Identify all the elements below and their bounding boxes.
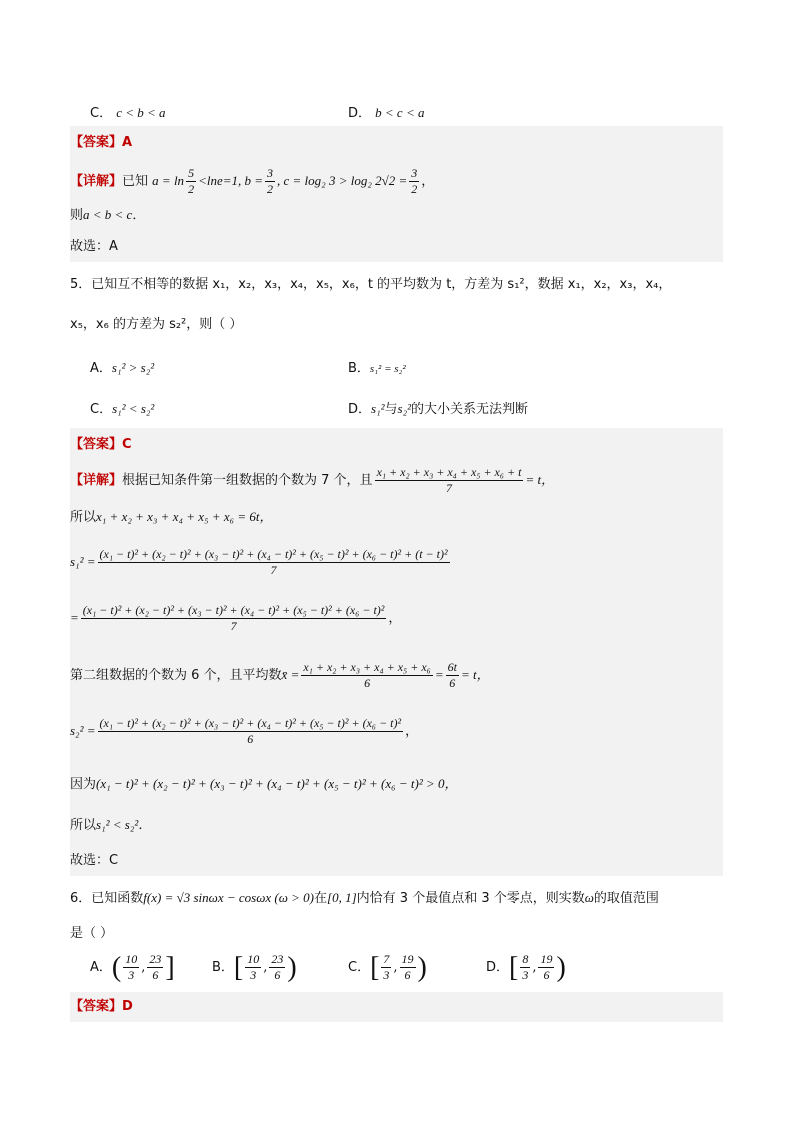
q4-detail-line	[70, 166, 434, 197]
q6-option-b-label: B．	[212, 960, 234, 975]
q6-stem-omega: ω	[584, 890, 594, 905]
q5-mean2-frac	[301, 660, 432, 691]
q5-detail-tag: 【详解】	[70, 473, 123, 488]
q6-b-n1: 10	[247, 952, 260, 966]
q6-c-d1: 3	[383, 968, 390, 982]
q5-option-d-tail: 的大小关系无法判断	[411, 402, 529, 417]
q6-a-d1: 3	[128, 968, 135, 982]
q5-so-lead: 所以	[70, 818, 97, 833]
q5-option-c-label: C．	[90, 402, 113, 417]
q5-option-b	[348, 357, 406, 376]
q6-d-d2: 6	[543, 968, 550, 982]
q5-mean1-frac	[375, 465, 524, 496]
q4-detail-line2	[70, 205, 145, 226]
q5-s1b-den: 7	[230, 619, 237, 633]
q4-expr-mid: <lne=1, b =	[198, 173, 264, 188]
q5-option-c-expr: s₁² < s₂²	[112, 401, 155, 416]
q5-because-lead: 因为	[70, 777, 97, 792]
q4-frac-b	[265, 166, 275, 197]
q4-answer-tag: 【答案】	[70, 135, 123, 150]
q5-option-a	[90, 357, 154, 376]
q6-a-n2: 23	[149, 952, 162, 966]
q6-stem-interval: [0, 1]	[327, 890, 357, 905]
q5-mean2-num: x₁ + x₂ + x₃ + x₄ + x₅ + x₆	[303, 660, 431, 674]
q6-option-a: A．( $\frac{10}{3}$ , $\frac{23}{6}$ ]	[90, 951, 175, 983]
q6-c-n2: 19	[401, 952, 414, 966]
q5-so-line	[70, 815, 151, 836]
q6-option-c-frac1	[381, 952, 391, 983]
q6-option-c-left: [	[370, 951, 380, 983]
q4-answer-value: A	[122, 135, 133, 150]
q6-d-n2: 19	[540, 952, 553, 966]
q5-s2-lhs: s₂² =	[70, 723, 96, 738]
q5-line2-lead: 所以	[70, 510, 97, 525]
q6-b-d1: 3	[250, 968, 257, 982]
q6-a-n1: 10	[125, 952, 138, 966]
q5-s2-num: (x₁ − t)² + (x₂ − t)² + (x₃ − t)² + (x₄ − t)² + (x₅ − t)² + (x₆ − t)²	[99, 716, 402, 730]
q5-s2-den: 6	[247, 732, 254, 746]
q4-frac-b-num: 3	[267, 166, 274, 180]
q4-frac-a-num: 5	[188, 166, 195, 180]
q5-s2-frac	[98, 716, 404, 747]
q6-d-n1: 8	[522, 952, 529, 966]
q6-b-d2: 6	[274, 968, 281, 982]
q4-detail-tail: ，	[421, 174, 435, 189]
q5-mean1-den: 7	[446, 481, 453, 495]
q6-answer	[70, 997, 133, 1017]
q5-option-b-label: B．	[348, 361, 370, 376]
q6-solution-band	[70, 992, 723, 1022]
q5-option-d-mid: 与	[384, 402, 398, 417]
q6-option-a-left: (	[111, 951, 122, 983]
q4-expr-a: a = ln	[152, 173, 185, 188]
q6-answer-tag: 【答案】	[70, 999, 123, 1014]
q4-answer	[70, 133, 132, 153]
q5-mean2-mid: =	[434, 667, 444, 682]
q4-detail-tag: 【详解】	[70, 174, 123, 189]
q5-mean2-line	[70, 660, 490, 691]
q5-stem-line2: x₅，x₆ 的方差为 s₂²，则（ ）	[70, 317, 243, 332]
q6-option-a-frac2	[147, 952, 163, 983]
q5-stem-line1: 5．已知互不相等的数据 x₁，x₂，x₃，x₄，x₅，x₆，t 的平均数为 t，方差为 s₁²，数据 x₁，x₂，x₃，x₄，	[70, 277, 672, 292]
q4-expr-c: , c = log₂ 3 > log₂ 2√2 =	[277, 173, 408, 188]
q5-option-d	[348, 398, 528, 417]
q4-line2-tail: ．	[132, 208, 146, 223]
q5-detail-text: 根据已知条件第一组数据的个数为 7 个，且	[122, 473, 373, 488]
q5-detail-line1	[70, 465, 554, 496]
q6-option-c: C．[ $\frac{7}{3}$ , $\frac{19}{6}$ )	[348, 951, 427, 983]
q6-option-c-label: C．	[348, 960, 371, 975]
q5-s1b-formula	[70, 603, 401, 634]
q6-answer-value: D	[122, 999, 133, 1014]
q5-mean2-den2: 6	[449, 676, 456, 690]
q5-mean2-den: 6	[364, 676, 371, 690]
q5-conclusion: 故选：C	[70, 853, 119, 868]
q5-option-d-label: D．	[348, 402, 372, 417]
q4-frac-c-den: 2	[411, 182, 418, 196]
q6-stem-end: 的取值范围	[593, 891, 659, 906]
q5-answer-value: C	[122, 437, 132, 452]
q6-a-d2: 6	[152, 968, 159, 982]
q6-option-d-left: [	[509, 951, 519, 983]
q6-option-d-frac2	[538, 952, 554, 983]
q4-option-c-label: C．	[90, 106, 113, 121]
q4-option-d-label: D．	[348, 106, 372, 121]
q5-detail-line2	[70, 507, 273, 528]
q5-s2-tail: ，	[405, 724, 419, 739]
q5-s1b-num: (x₁ − t)² + (x₂ − t)² + (x₃ − t)² + (x₄ − t)² + (x₅ − t)² + (x₆ − t)²	[82, 603, 385, 617]
q5-option-b-expr: s₁² = s₂²	[369, 363, 406, 375]
q5-mean1-num: x₁ + x₂ + x₃ + x₄ + x₅ + x₆ + t	[376, 465, 522, 479]
q4-option-d-expr: b < c < a	[375, 105, 425, 120]
q6-option-d-label: D．	[486, 960, 510, 975]
q6-b-n2: 23	[271, 952, 284, 966]
q4-option-c-expr: c < b < a	[116, 105, 166, 120]
q4-option-d	[348, 102, 424, 121]
q6-c-d2: 6	[404, 968, 411, 982]
q6-stem-line2: 是（ ）	[70, 926, 114, 941]
q5-line2-expr: x₁ + x₂ + x₃ + x₄ + x₅ + x₆ = 6t，	[96, 509, 273, 524]
q5-mean1-tail: = t，	[525, 472, 555, 487]
q5-option-a-expr: s₁² > s₂²	[111, 360, 155, 375]
q6-d-d1: 3	[522, 968, 529, 982]
q6-option-b-right: )	[287, 951, 297, 983]
q6-stem-line1	[70, 888, 659, 909]
q6-c-n1: 7	[383, 952, 390, 966]
q4-line2-lead: 则	[70, 208, 84, 223]
q5-s1-frac	[98, 547, 450, 578]
q6-option-d: D．[ $\frac{8}{3}$ , $\frac{19}{6}$ )	[486, 951, 566, 983]
q6-stem-mid: 在	[314, 891, 328, 906]
q4-frac-c-num: 3	[411, 166, 418, 180]
q5-s1-lhs: s₁² =	[70, 554, 96, 569]
q5-s1-formula	[70, 547, 452, 578]
q6-option-d-frac1	[520, 952, 530, 983]
q5-s1b-frac	[81, 603, 387, 634]
q6-option-a-right: ]	[165, 951, 175, 983]
q6-option-b-left: [	[233, 951, 244, 983]
q5-s1b-tail: ，	[388, 611, 402, 626]
q6-option-b-frac2	[269, 952, 285, 983]
q5-mean2-frac2	[446, 660, 459, 691]
q5-option-d-expr: s₁²	[371, 401, 385, 416]
q5-mean2-num2: 6t	[447, 660, 457, 674]
q4-line2-expr: a < b < c	[83, 207, 133, 222]
q4-conclusion: 故选：A	[70, 239, 118, 254]
q5-mean2-lead: 第二组数据的个数为 6 个，且平均数	[70, 668, 282, 683]
q6-option-d-right: )	[556, 951, 566, 983]
q5-option-d-expr2: s₂²	[397, 401, 411, 416]
q5-answer-tag: 【答案】	[70, 437, 123, 452]
q6-option-b-frac1	[245, 952, 261, 983]
q5-because-expr: (x₁ − t)² + (x₂ − t)² + (x₃ − t)² + (x₄ − t)² + (x₅ − t)² + (x₆ − t)² > 0，	[96, 776, 458, 791]
q5-because-line	[70, 774, 458, 795]
q5-s1b-lhs: =	[70, 610, 79, 625]
q5-so-expr: s₁² < s₂²．	[96, 817, 152, 832]
q5-s1-num: (x₁ − t)² + (x₂ − t)² + (x₃ − t)² + (x₄ − t)² + (x₅ − t)² + (x₆ − t)² + (t − t)²	[99, 547, 448, 561]
q6-option-a-label: A．	[90, 960, 112, 975]
q4-frac-b-den: 2	[267, 182, 274, 196]
q5-answer	[70, 435, 132, 455]
q6-option-c-right: )	[417, 951, 427, 983]
q5-s2-formula	[70, 716, 418, 747]
q4-detail-lead: 已知	[122, 174, 149, 189]
q5-s1-den: 7	[270, 563, 277, 577]
q4-frac-c	[409, 166, 419, 197]
q5-mean2-lhs: x̄ =	[281, 667, 300, 682]
q6-stem-func: f(x) = √3 sinωx − cosωx (ω > 0)	[143, 890, 315, 905]
q4-option-c	[90, 102, 166, 121]
q6-option-a-frac1	[123, 952, 139, 983]
q5-option-a-label: A．	[90, 361, 112, 376]
q4-frac-a	[186, 166, 196, 197]
q6-stem-tail: 内恰有 3 个最值点和 3 个零点，则实数	[356, 891, 585, 906]
q4-frac-a-den: 2	[188, 182, 195, 196]
q5-option-c	[90, 398, 154, 417]
q6-option-c-frac2	[400, 952, 416, 983]
q5-mean2-tail: = t，	[460, 667, 490, 682]
q6-option-b: B．[ $\frac{10}{3}$ , $\frac{23}{6}$ )	[212, 951, 297, 983]
q6-stem-lead: 6．已知函数	[70, 891, 144, 906]
